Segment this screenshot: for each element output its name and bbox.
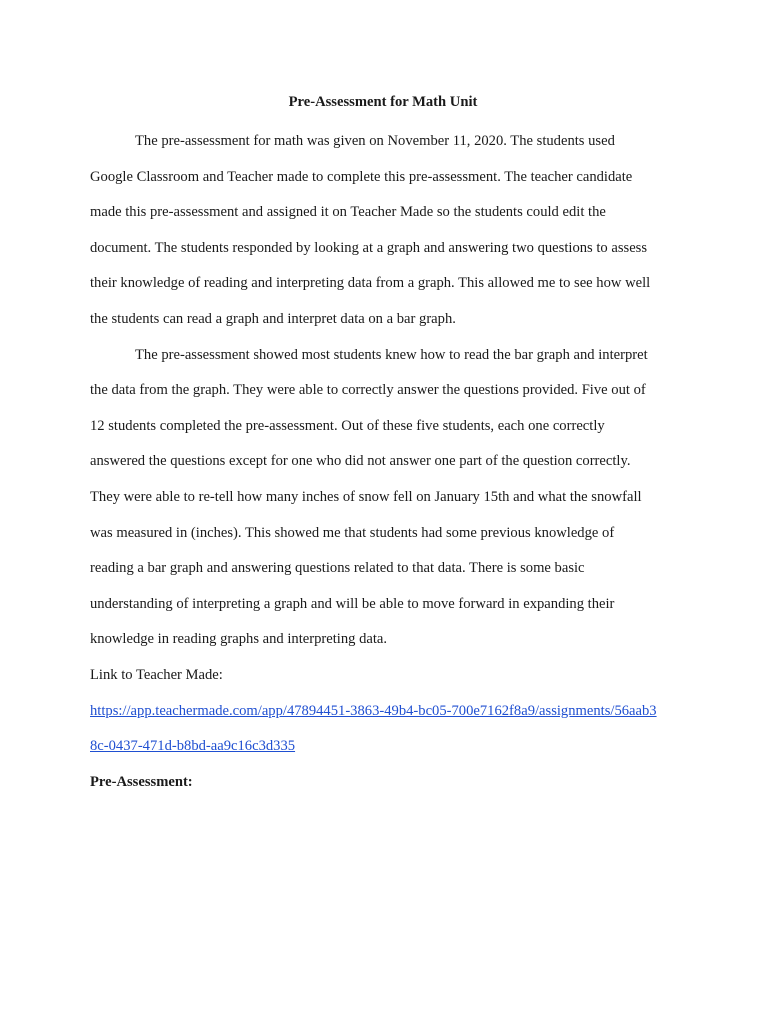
paragraph-2-line: was measured in (inches). This showed me that students had some previous knowledge of bbox=[90, 524, 615, 541]
paragraph-1-line: The pre-assessment for math was given on November 11, 2020. The students used bbox=[135, 133, 615, 149]
teachermade-link[interactable]: https://app.teachermade.com/app/47894451-3863-49b4-bc05-700e7162f8a9/assignments/56aab3 bbox=[90, 702, 657, 719]
paragraph-1-line: made this pre-assessment and assigned it on Teacher Made so the students could edit the bbox=[90, 204, 606, 221]
paragraph-1-line: the students can read a graph and interpret data on a bar graph. bbox=[90, 310, 456, 327]
teachermade-link-continued[interactable]: 8c-0437-471d-b8bd-aa9c16c3d335 bbox=[90, 738, 296, 755]
document-body bbox=[90, 124, 680, 800]
paragraph-2-line: the data from the graph. They were able to correctly answer the questions provided. Five out of bbox=[90, 382, 646, 399]
paragraph-2-line: answered the questions except for one who did not answer one part of the question correctly. bbox=[90, 453, 631, 470]
paragraph-2-line: They were able to re-tell how many inches of snow fell on January 15th and what the snowfall bbox=[90, 488, 642, 505]
paragraph-1-line: their knowledge of reading and interpreting data from a graph. This allowed me to see how well bbox=[90, 275, 651, 292]
paragraph-2-line: 12 students completed the pre-assessment. Out of these five students, each one correctly bbox=[90, 417, 605, 434]
paragraph-2-line: reading a bar graph and answering questions related to that data. There is some basic bbox=[90, 560, 585, 577]
paragraph-2-line: understanding of interpreting a graph and will be able to move forward in expanding their bbox=[90, 595, 615, 612]
link-label: Link to Teacher Made: bbox=[90, 666, 223, 683]
paragraph-2-line: The pre-assessment showed most students knew how to read the bar graph and interpret bbox=[135, 346, 648, 363]
document-title: Pre-Assessment for Math Unit bbox=[288, 94, 478, 110]
paragraph-1-line: Google Classroom and Teacher made to complete this pre-assessment. The teacher candidate bbox=[90, 168, 633, 185]
section-heading-pre-assessment: Pre-Assessment: bbox=[90, 773, 193, 790]
paragraph-1-line: document. The students responded by looking at a graph and answering two questions to assess bbox=[90, 239, 648, 256]
paragraph-2-line: knowledge in reading graphs and interpreting data. bbox=[90, 631, 388, 648]
